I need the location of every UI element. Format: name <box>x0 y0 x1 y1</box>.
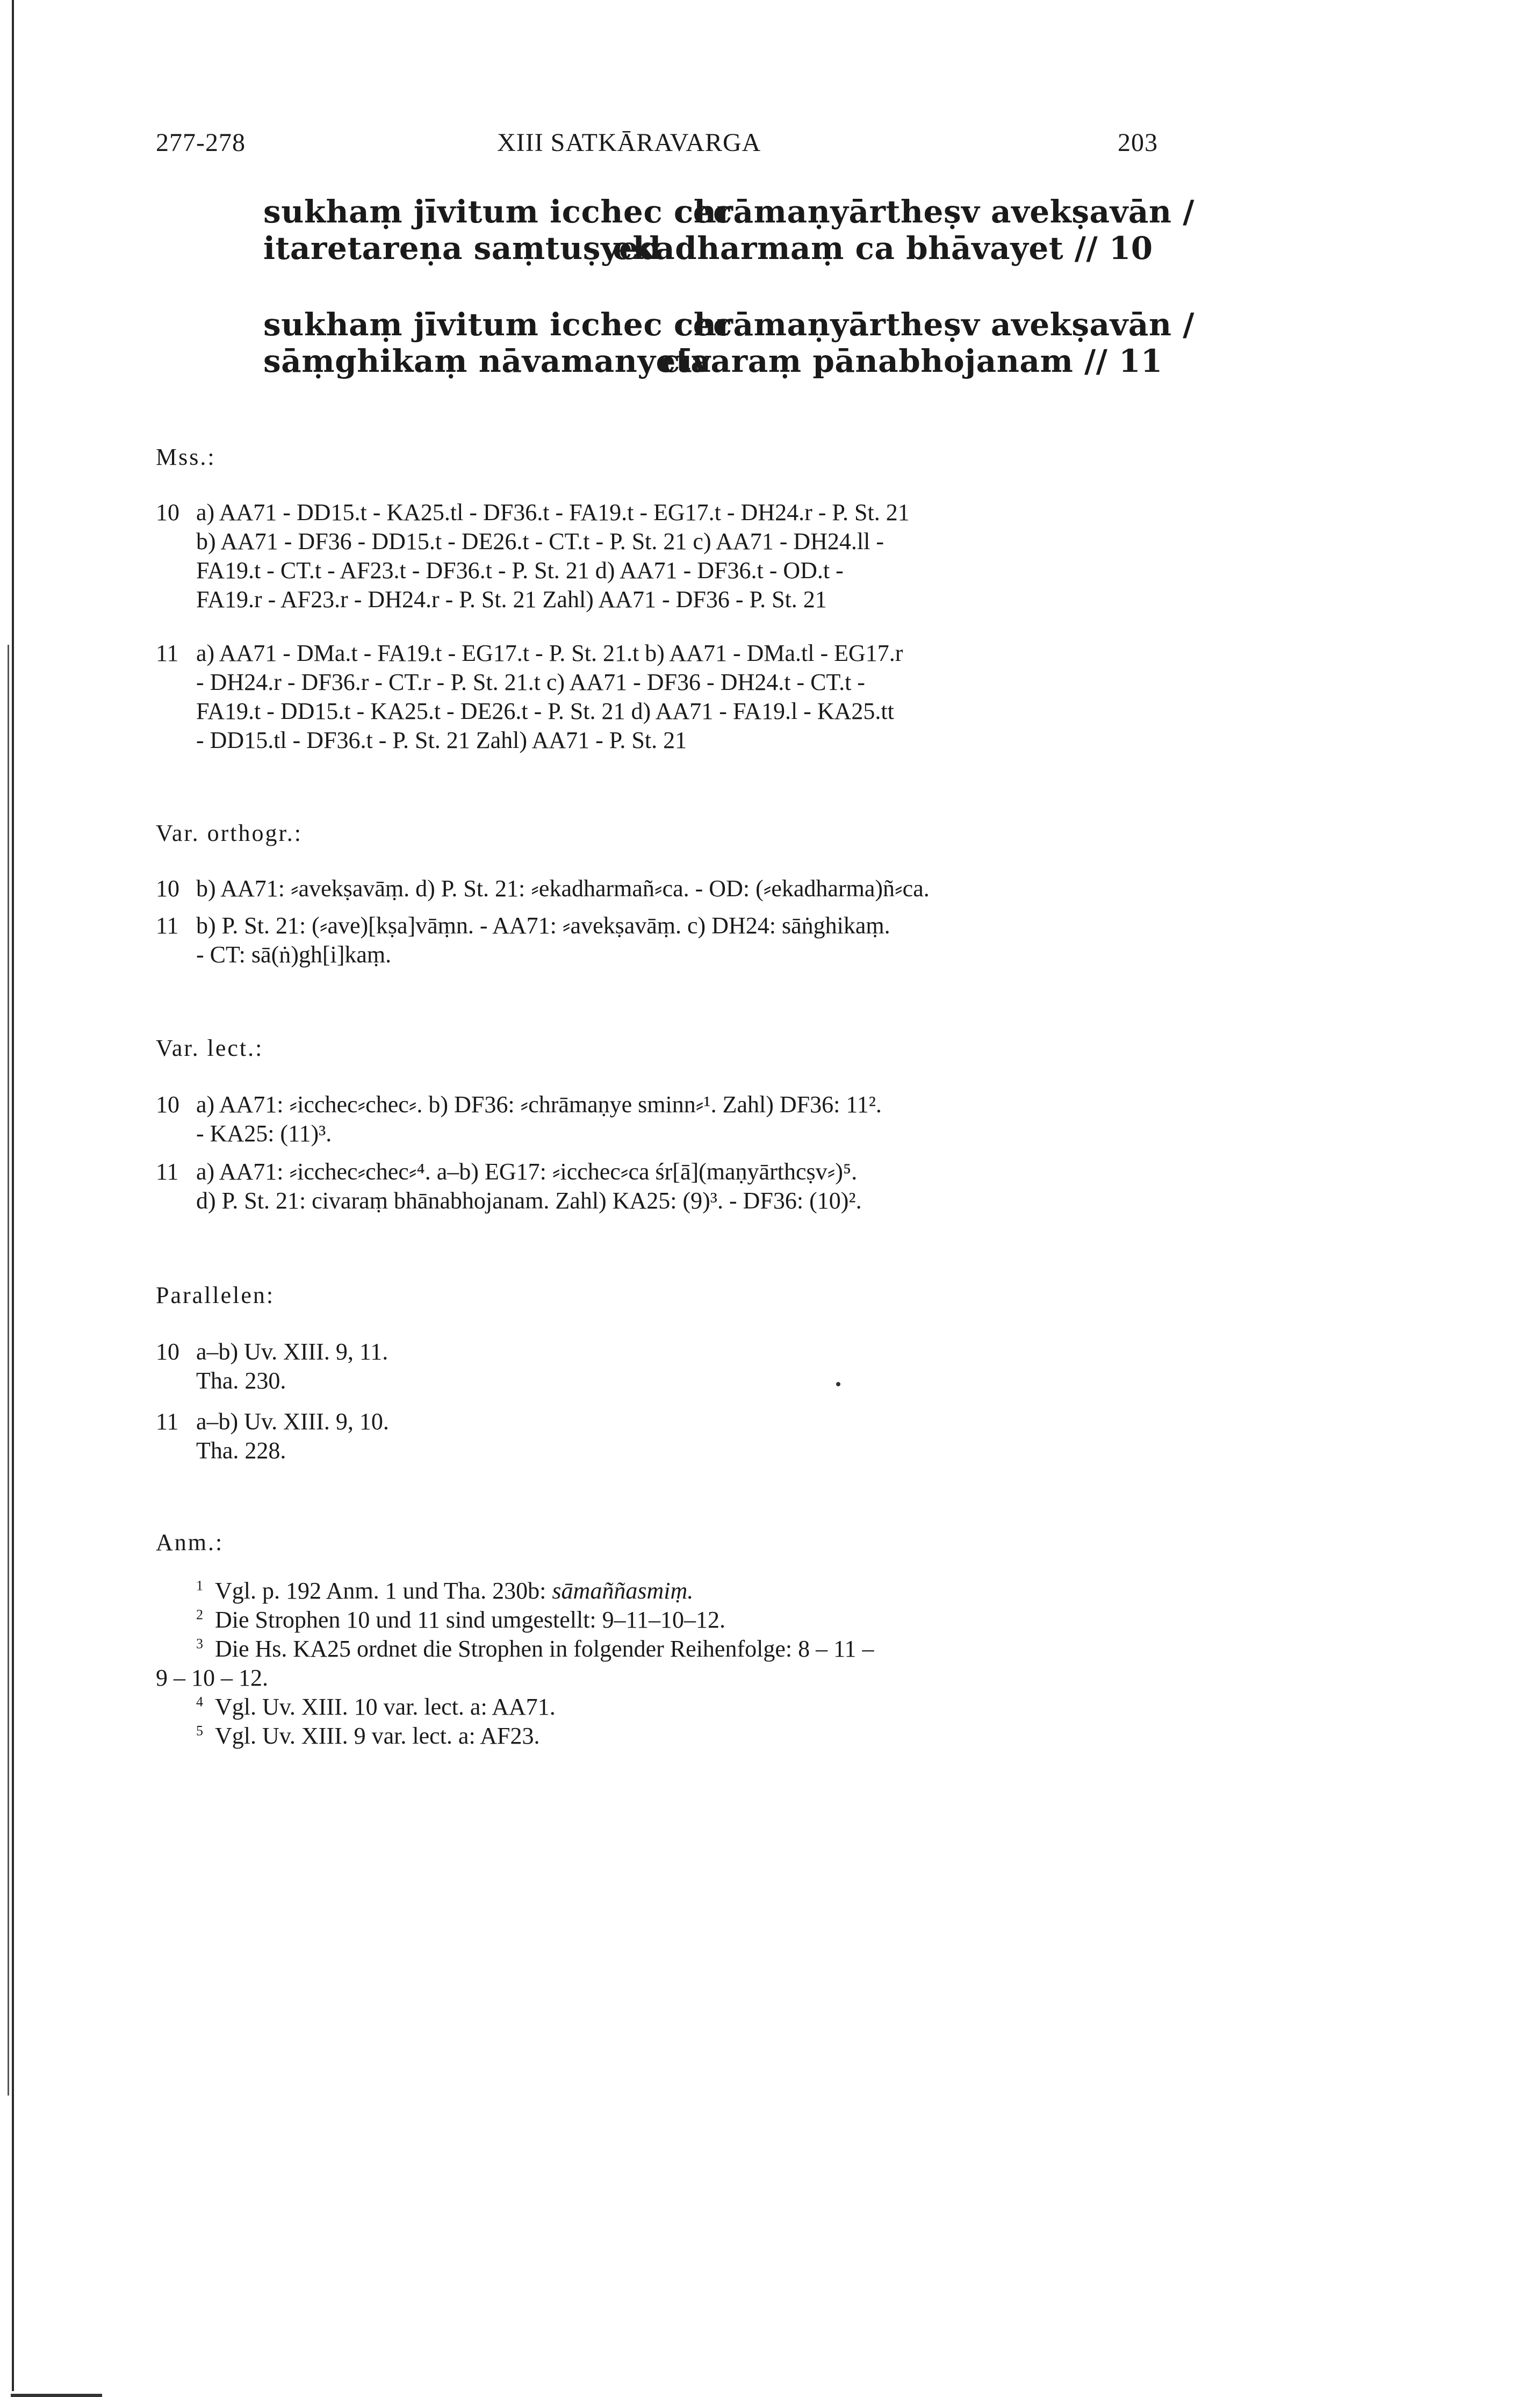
lect-11-line2: d) P. St. 21: civaraṃ bhānabhojanam. Zahl) KA25: (9)³. - DF36: (10)². <box>196 1187 862 1214</box>
lect-number-11: 11 <box>156 1158 179 1185</box>
lect-number-10: 10 <box>156 1091 179 1118</box>
header-page-range: 277-278 <box>156 128 246 157</box>
header-page-number: 203 <box>1118 128 1158 157</box>
scan-mark-bottom <box>11 2394 102 2397</box>
mss-11-line1: a) AA71 - DMa.t - FA19.t - EG17.t - P. St. 21.t b) AA71 - DMa.tl - EG17.r <box>196 640 903 666</box>
section-mss-heading: Mss.: <box>156 444 216 470</box>
verse-10-line1-b: chrāmaṇyārtheṣv avekṣavān / <box>674 193 1194 230</box>
lect-10-line1: a) AA71: ⸗icchec⸗chec⸗. b) DF36: ⸗chrāmaṇye sminn⸗¹. Zahl) DF36: 11². <box>196 1091 882 1118</box>
section-parallelen-heading: Parallelen: <box>156 1282 275 1308</box>
parallel-11-line1: a–b) Uv. XIII. 9, 10. <box>196 1408 389 1435</box>
section-anm-heading: Anm.: <box>156 1529 224 1556</box>
mss-11-line3: FA19.t - DD15.t - KA25.t - DE26.t - P. St. 21 d) AA71 - FA19.l - KA25.tt <box>196 698 894 724</box>
footnote-5 <box>196 1722 539 1750</box>
footnote-2 <box>196 1606 725 1633</box>
footnote-1 <box>196 1577 693 1604</box>
lect-10-line2: - KA25: (11)³. <box>196 1120 332 1147</box>
scan-edge-left <box>12 0 14 2391</box>
header-chapter-title: XIII SATKĀRAVARGA <box>497 128 761 157</box>
mss-number-10: 10 <box>156 499 179 526</box>
verse-10-line2-a: itaretareṇa saṃtuṣyed <box>263 230 661 267</box>
stray-mark <box>836 1382 840 1386</box>
scan-edge-left-inner <box>8 645 9 2096</box>
mss-10-line3: FA19.t - CT.t - AF23.t - DF36.t - P. St. 21 d) AA71 - DF36.t - OD.t - <box>196 557 844 584</box>
orthogr-10-line1: b) AA71: ⸗avekṣavāṃ. d) P. St. 21: ⸗ekadharmañ⸗ca. - OD: (⸗ekadharma)ñ⸗ca. <box>196 875 930 902</box>
footnote-4 <box>196 1693 556 1721</box>
footnote-5-text: Vgl. Uv. XIII. 9 var. lect. a: AF23. <box>215 1723 540 1749</box>
footnote-1-marker: 1 <box>196 1578 203 1594</box>
verse-10-line1-a: sukhaṃ jīvitum icchec cec <box>263 193 732 230</box>
verse-10-line2-b: ekadharmaṃ ca bhāvayet // 10 <box>613 230 1153 267</box>
parallel-10-line1: a–b) Uv. XIII. 9, 11. <box>196 1338 388 1365</box>
lect-11-line1: a) AA71: ⸗icchec⸗chec⸗⁴. a–b) EG17: ⸗icchec⸗ca śr[ā](maṇyārthcṣv⸗)⁵. <box>196 1158 858 1185</box>
orthogr-number-10: 10 <box>156 875 179 902</box>
footnote-4-text: Vgl. Uv. XIII. 10 var. lect. a: AA71. <box>215 1694 556 1720</box>
mss-10-line1: a) AA71 - DD15.t - KA25.tl - DF36.t - FA19.t - EG17.t - DH24.r - P. St. 21 <box>196 499 910 526</box>
verse-11-line2-a: sāṃghikaṃ nāvamanyeta <box>263 343 711 379</box>
mss-number-11: 11 <box>156 640 179 666</box>
footnote-2-marker: 2 <box>196 1607 203 1623</box>
footnote-1-term: sāmaññasmiṃ. <box>552 1578 694 1604</box>
verse-11-line1-b: chrāmaṇyārtheṣv avekṣavān / <box>674 306 1194 343</box>
mss-11-line2: - DH24.r - DF36.r - CT.r - P. St. 21.t c) AA71 - DF36 - DH24.t - CT.t - <box>196 669 865 695</box>
parallel-number-11: 11 <box>156 1408 179 1435</box>
verse-11-line2-b: cīvaraṃ pānabhojanam // 11 <box>661 343 1163 379</box>
parallel-number-10: 10 <box>156 1338 179 1365</box>
parallel-11-line2: Tha. 228. <box>196 1437 286 1464</box>
section-var-orthogr-heading: Var. orthogr.: <box>156 820 303 846</box>
verse-11-line1-a: sukhaṃ jīvitum icchec cec <box>263 306 732 343</box>
footnote-3 <box>196 1635 874 1662</box>
footnote-4-marker: 4 <box>196 1694 203 1710</box>
mss-11-line4: - DD15.tl - DF36.t - P. St. 21 Zahl) AA71 - P. St. 21 <box>196 727 687 753</box>
section-var-lect-heading: Var. lect.: <box>156 1035 264 1061</box>
footnote-3-marker: 3 <box>196 1636 203 1652</box>
footnote-3-text-a: Die Hs. KA25 ordnet die Strophen in folgender Reihenfolge: 8 – 11 – <box>215 1636 874 1662</box>
orthogr-number-11: 11 <box>156 912 179 939</box>
mss-10-line2: b) AA71 - DF36 - DD15.t - DE26.t - CT.t - P. St. 21 c) AA71 - DH24.ll - <box>196 528 884 555</box>
footnote-2-text: Die Strophen 10 und 11 sind umgestellt: 9–11–10–12. <box>215 1607 726 1633</box>
parallel-10-line2: Tha. 230. <box>196 1367 286 1394</box>
footnote-5-marker: 5 <box>196 1723 203 1739</box>
footnote-3-continued: 9 – 10 – 12. <box>156 1665 268 1691</box>
orthogr-11-line1: b) P. St. 21: (⸗ave)[kṣa]vāṃn. - AA71: ⸗avekṣavāṃ. c) DH24: sāṅghikaṃ. <box>196 912 890 939</box>
orthogr-11-line2: - CT: sā(ṅ)gh[i]kaṃ. <box>196 941 392 968</box>
mss-10-line4: FA19.r - AF23.r - DH24.r - P. St. 21 Zahl) AA71 - DF36 - P. St. 21 <box>196 586 827 613</box>
footnote-1-text: Vgl. p. 192 Anm. 1 und Tha. 230b: <box>215 1578 552 1604</box>
